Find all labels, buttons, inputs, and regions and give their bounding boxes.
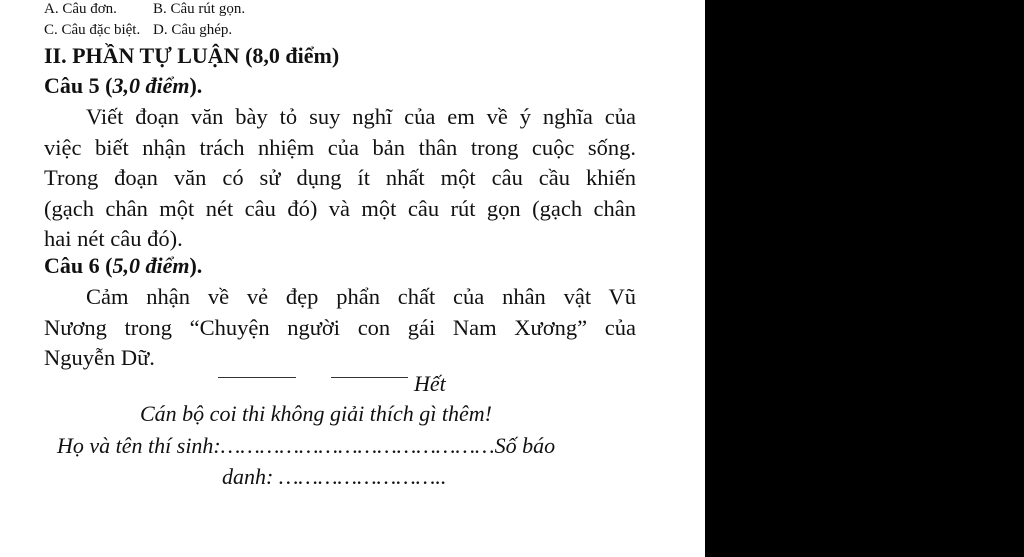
question-5-label — [44, 73, 202, 99]
question-6-points: 5,0 điểm — [112, 253, 190, 278]
invigilator-notice: Cán bộ coi thi không giải thích gì thêm! — [140, 401, 492, 426]
section-title: II. PHẦN TỰ LUẬN (8,0 điểm) — [44, 43, 340, 68]
question-6-suffix: ). — [189, 253, 203, 278]
question-5-prefix: Câu 5 ( — [44, 73, 113, 98]
question-6-line: Cảm nhận về vẻ đẹp phẩn chất của nhân vật Vũ — [86, 284, 636, 309]
option-b: B. Câu rút gọn. — [153, 1, 246, 17]
question-5-line: hai nét câu đó). — [44, 226, 183, 251]
option-a: A. Câu đơn. — [44, 1, 117, 17]
end-mark: Hết — [414, 371, 446, 396]
end-rule-left — [218, 377, 296, 378]
end-rule-right — [331, 377, 408, 378]
candidate-id-line: danh: …………………….. — [222, 464, 447, 489]
question-5-points: 3,0 điểm — [112, 73, 190, 98]
question-5-line: việc biết nhận trách nhiệm của bản thân trong cuộc sống. — [44, 134, 636, 160]
question-6-body — [44, 282, 636, 374]
black-margin — [705, 0, 1024, 557]
question-6-line: Nguyễn Dữ. — [44, 345, 155, 370]
candidate-name-line: Họ và tên thí sinh:……………………………………Số báo — [57, 433, 556, 458]
question-5-line: Viết đoạn văn bày tỏ suy nghĩ của em về ý nghĩa của — [86, 104, 636, 129]
question-6-line: Nương trong “Chuyện người con gái Nam Xương” của — [44, 314, 636, 340]
question-5-line: (gạch chân một nét câu đó) và một câu rút gọn (gạch chân — [44, 195, 636, 221]
option-c: C. Câu đặc biệt. — [44, 22, 141, 38]
option-d: D. Câu ghép. — [153, 22, 233, 38]
question-5-line: Trong đoạn văn có sử dụng ít nhất một câu cầu khiến — [44, 165, 636, 190]
question-5-suffix: ). — [189, 73, 203, 98]
question-5-body — [44, 102, 636, 255]
question-6-prefix: Câu 6 ( — [44, 253, 113, 278]
question-6-label — [44, 253, 202, 279]
